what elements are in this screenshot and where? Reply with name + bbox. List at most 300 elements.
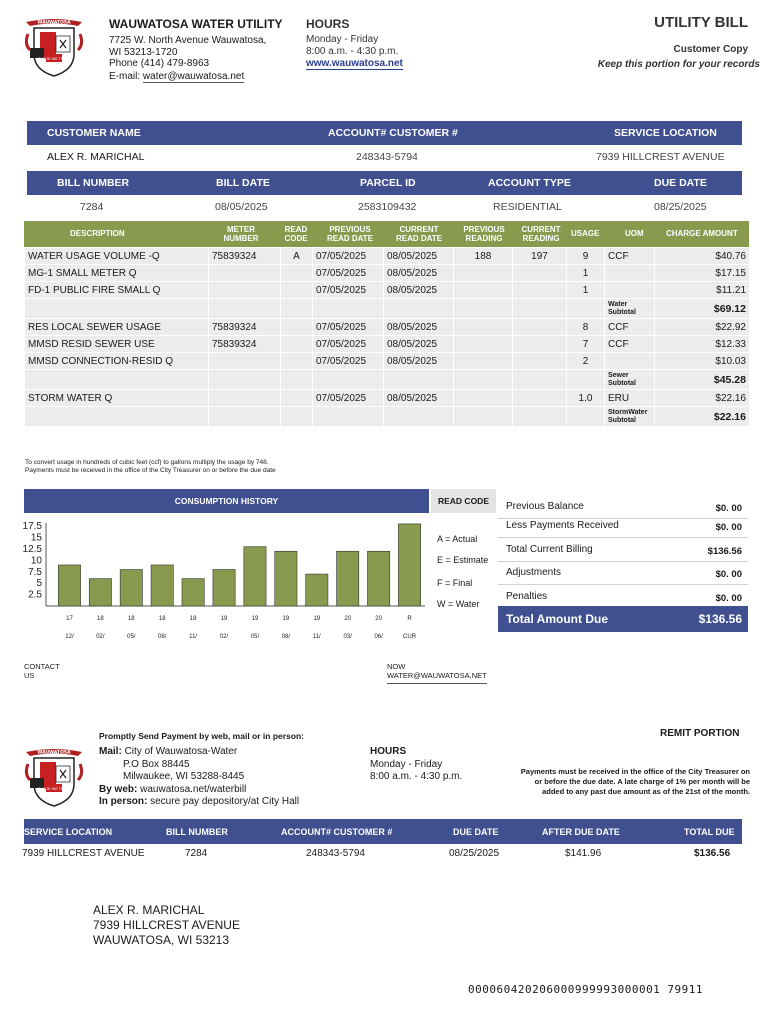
usage-cell-meter [209, 407, 281, 427]
usage-cell-prev-read [454, 407, 513, 427]
usage-cell-uom [605, 390, 655, 407]
hours-days: Monday - Friday [306, 34, 379, 45]
customer-name-header: CUSTOMER NAME [47, 127, 141, 139]
conversion-note: To convert usage in hundreds of cubic feet (ccf) to gallons multiply the usage by 748. [25, 459, 269, 466]
usage-value-desc: RES LOCAL SEWER USAGE [28, 321, 161, 333]
mailing-address [93, 903, 240, 948]
col-usage: USAGE [571, 229, 600, 238]
chart-bar [182, 579, 204, 606]
usage-value-prev-date: 07/05/2025 [316, 267, 367, 279]
chart-bar [244, 547, 266, 606]
person-location: secure pay depository/at City Hall [150, 796, 300, 807]
notice-line1: Payments must be received in the office of the City Treasurer on [520, 767, 750, 776]
hours-title: HOURS [306, 17, 350, 31]
usage-value-meter: 75839324 [212, 250, 257, 262]
chart-x-tick-label-month: 05/ [127, 634, 136, 640]
usage-cell-code [281, 319, 313, 336]
usage-cell-curr-date [384, 299, 454, 319]
mailing-street: 7939 HILLCREST AVENUE [93, 918, 240, 932]
usage-value-curr-read: 197 [531, 250, 548, 262]
usage-value-uom: CCF [608, 250, 629, 262]
chart-x-tick-label-month: 02/ [96, 634, 105, 640]
usage-value-desc: WATER USAGE VOLUME -Q [28, 250, 160, 262]
balance-row-value: $136.56 [707, 546, 742, 557]
consumption-chart [20, 513, 430, 648]
col-curr-read-date [386, 225, 452, 243]
usage-row [25, 390, 750, 407]
keep-portion-note: Keep this portion for your records [597, 59, 760, 70]
chart-y-tick-label: 17.5 [22, 521, 42, 533]
customer-info-header [27, 121, 742, 145]
usage-value-usage: 1.0 [578, 392, 593, 404]
usage-value-curr-date: 08/05/2025 [387, 250, 438, 262]
chart-x-tick-label-month: CUR [403, 634, 417, 640]
mailing-city: WAUWATOSA, WI 53213 [93, 933, 230, 947]
remit-bill-number-header: BILL NUMBER [166, 826, 228, 837]
bill-date-value: 08/05/2025 [215, 201, 268, 213]
mail-city: Milwaukee, WI 53288-8445 [123, 771, 245, 782]
usage-cell-meter [209, 265, 281, 282]
col-meter-number-l1: METER [227, 225, 255, 234]
balance-row-value: $0. 00 [715, 503, 742, 514]
balance-row-label: Penalties [506, 591, 548, 602]
email-link[interactable]: water@wauwatosa.net [142, 71, 245, 82]
usage-cell-curr-read [513, 336, 567, 353]
usage-cell-uom [605, 370, 655, 390]
hours-time: 8:00 a.m. - 4:30 p.m. [306, 46, 399, 57]
usage-cell-meter [209, 370, 281, 390]
bill-info-header [27, 171, 742, 195]
usage-cell-desc [25, 248, 209, 265]
remit-payment-methods [99, 746, 299, 809]
web-label: By web: [99, 783, 138, 795]
contact-email-link[interactable]: WATER@WAUWATOSA.NET [387, 671, 487, 684]
usage-cell-prev-date [313, 265, 384, 282]
usage-value-code: A [293, 250, 300, 262]
remit-after-due: $141.96 [565, 848, 602, 859]
usage-value-desc: STORM WATER Q [28, 392, 113, 404]
due-date-header: DUE DATE [654, 177, 707, 189]
remit-hours-title: HOURS [370, 746, 407, 757]
total-amount-due-bar [498, 606, 748, 632]
chart-bar [151, 565, 173, 606]
usage-cell-desc [25, 265, 209, 282]
due-date-value: 08/25/2025 [654, 201, 707, 213]
chart-y-tick-label: 10 [30, 555, 42, 567]
svg-text:IN GOD WE TRUST: IN GOD WE TRUST [37, 787, 71, 791]
balance-row [498, 540, 748, 562]
chart-bar [58, 565, 80, 606]
contact-now: NOW [387, 662, 406, 671]
usage-cell-desc [25, 390, 209, 407]
mailing-name: ALEX R. MARICHAL [93, 903, 205, 917]
usage-cell-meter [209, 299, 281, 319]
usage-cell-desc [25, 353, 209, 370]
usage-value-prev-date: 07/05/2025 [316, 321, 367, 333]
usage-cell-code [281, 370, 313, 390]
remit-due-date-header: DUE DATE [453, 826, 499, 837]
remit-hours [370, 746, 462, 784]
usage-cell-meter [209, 248, 281, 265]
subtotal-label: StormWater Subtotal [608, 408, 648, 424]
chart-x-tick-label-year: 19 [282, 616, 290, 622]
chart-x-tick-label-month: 12/ [65, 634, 74, 640]
col-curr-read-date-l2: READ DATE [395, 234, 443, 243]
remit-after-due-header: AFTER DUE DATE [542, 826, 620, 837]
late-charge-notice [510, 767, 750, 797]
col-prev-reading [456, 225, 512, 243]
usage-value-charge: $10.03 [715, 355, 746, 367]
usage-cell-curr-date [384, 265, 454, 282]
usage-value-curr-date: 08/05/2025 [387, 355, 438, 367]
usage-cell-desc [25, 319, 209, 336]
usage-cell-meter [209, 319, 281, 336]
usage-cell-prev-date [313, 407, 384, 427]
chart-bar [89, 579, 111, 606]
utility-phone: Phone (414) 479-8963 [109, 58, 210, 69]
col-prev-read-date-l2: READ DATE [326, 234, 374, 243]
read-code-water: W = Water [437, 599, 480, 609]
usage-cell-meter [209, 353, 281, 370]
utility-address-line2: WI 53213-1720 [109, 47, 178, 58]
col-curr-reading-l1: CURRENT [521, 225, 561, 234]
usage-cell-desc [25, 299, 209, 319]
chart-bar [367, 551, 389, 606]
city-seal-logo-remit [22, 744, 86, 808]
usage-value-meter: 75839324 [212, 321, 257, 333]
usage-cell-prev-read [454, 390, 513, 407]
usage-cell-code [281, 248, 313, 265]
usage-cell-curr-read [513, 319, 567, 336]
usage-cell-charge [655, 319, 750, 336]
usage-value-curr-date: 08/05/2025 [387, 321, 438, 333]
col-read-code-l2: CODE [284, 234, 308, 243]
usage-cell-charge [655, 370, 750, 390]
usage-value-charge: $40.76 [715, 250, 746, 262]
chart-x-tick-label-year: 18 [127, 616, 135, 622]
svg-text:IN GOD WE TRUST: IN GOD WE TRUST [37, 57, 71, 61]
remit-total-due: $136.56 [694, 848, 731, 859]
remit-due-date: 08/25/2025 [449, 848, 500, 859]
usage-value-desc: MG-1 SMALL METER Q [28, 267, 137, 279]
remit-table-header [24, 819, 742, 844]
chart-bar [213, 570, 235, 606]
usage-cell-usage [567, 299, 605, 319]
chart-x-tick-label-month: 08/ [281, 634, 291, 640]
usage-value-prev-date: 07/05/2025 [316, 338, 367, 350]
balance-row-value: $0. 00 [715, 569, 742, 580]
usage-value-charge: $12.33 [715, 338, 746, 350]
usage-cell-curr-read [513, 353, 567, 370]
col-curr-read-date-l1: CURRENT [399, 225, 439, 234]
usage-cell-usage [567, 248, 605, 265]
bill-number-header: BILL NUMBER [57, 177, 130, 189]
usage-cell-uom [605, 248, 655, 265]
col-read-code-l1: READ [284, 225, 308, 234]
usage-row [25, 370, 750, 390]
usage-value-usage: 7 [582, 338, 589, 350]
col-charge: CHARGE AMOUNT [666, 229, 738, 238]
usage-cell-uom [605, 407, 655, 427]
usage-cell-curr-date [384, 407, 454, 427]
consumption-history-title: CONSUMPTION HISTORY [24, 489, 429, 513]
usage-cell-charge [655, 353, 750, 370]
usage-cell-curr-date [384, 248, 454, 265]
usage-cell-desc [25, 407, 209, 427]
chart-x-tick-label-year: R [407, 616, 412, 622]
usage-cell-charge [655, 248, 750, 265]
usage-cell-curr-date [384, 390, 454, 407]
chart-x-tick-label-month: 11/ [189, 634, 198, 640]
balance-row-label: Less Payments Received [506, 520, 619, 531]
balance-row-value: $0. 00 [715, 593, 742, 604]
usage-cell-curr-read [513, 370, 567, 390]
total-due-label: Total Amount Due [506, 612, 608, 626]
remit-total-due-header: TOTAL DUE [684, 826, 735, 837]
customer-copy-label: Customer Copy [673, 44, 748, 55]
usage-cell-curr-read [513, 265, 567, 282]
usage-cell-prev-date [313, 282, 384, 299]
usage-cell-prev-read [454, 248, 513, 265]
usage-value-prev-date: 07/05/2025 [316, 355, 367, 367]
usage-cell-curr-date [384, 282, 454, 299]
usage-value-charge: $11.21 [716, 284, 746, 296]
usage-value-usage: 2 [582, 355, 589, 367]
chart-bar [398, 524, 420, 606]
usage-cell-curr-read [513, 407, 567, 427]
usage-cell-curr-date [384, 319, 454, 336]
usage-cell-charge [655, 282, 750, 299]
usage-cell-code [281, 390, 313, 407]
usage-cell-curr-read [513, 390, 567, 407]
usage-row [25, 265, 750, 282]
usage-cell-usage [567, 319, 605, 336]
usage-cell-code [281, 407, 313, 427]
usage-value-prev-date: 07/05/2025 [316, 284, 367, 296]
chart-x-tick-label-month: 06/ [374, 634, 383, 640]
usage-value-desc: FD-1 PUBLIC FIRE SMALL Q [28, 284, 161, 296]
usage-row [25, 299, 750, 319]
usage-cell-curr-date [384, 353, 454, 370]
col-meter-number [216, 225, 266, 243]
account-header: ACCOUNT# CUSTOMER # [328, 127, 458, 139]
usage-cell-usage [567, 390, 605, 407]
chart-y-tick-label: 12.5 [22, 543, 42, 555]
usage-cell-curr-date [384, 336, 454, 353]
parcel-id-header: PARCEL ID [360, 177, 416, 189]
usage-cell-desc [25, 336, 209, 353]
usage-cell-prev-date [313, 353, 384, 370]
city-seal-logo [22, 14, 86, 78]
usage-cell-code [281, 299, 313, 319]
chart-x-tick-label-month: 08/ [158, 634, 167, 640]
chart-x-tick-label-month: 05/ [250, 634, 260, 640]
total-due-value: $136.56 [698, 612, 742, 626]
notice-line2: or before the due date. A late charge of 1% per month will be [534, 777, 750, 786]
usage-value-prev-date: 07/05/2025 [316, 250, 367, 262]
usage-value-charge: $17.15 [715, 267, 746, 279]
usage-cell-prev-date [313, 370, 384, 390]
chart-x-tick-label-year: 18 [189, 616, 197, 622]
balance-row-label: Previous Balance [506, 501, 584, 512]
usage-cell-uom [605, 336, 655, 353]
col-uom: UOM [625, 229, 644, 238]
chart-x-tick-label-year: 19 [251, 616, 259, 622]
utility-email-line [109, 71, 244, 82]
balance-row [498, 563, 748, 585]
usage-value-uom: ERU [608, 392, 630, 404]
chart-x-tick-label-year: 19 [313, 616, 321, 622]
col-prev-read-date [317, 225, 383, 243]
usage-cell-prev-date [313, 390, 384, 407]
usage-cell-desc [25, 282, 209, 299]
usage-cell-prev-read [454, 370, 513, 390]
mail-po-box: P.O Box 88445 [123, 758, 190, 770]
usage-cell-prev-read [454, 353, 513, 370]
usage-cell-usage [567, 336, 605, 353]
usage-value-prev-date: 07/05/2025 [316, 392, 367, 404]
remit-account-header: ACCOUNT# CUSTOMER # [281, 826, 393, 837]
scanline-code: 000060420206000999993000001 79911 [468, 983, 704, 996]
usage-cell-curr-read [513, 248, 567, 265]
usage-cell-code [281, 265, 313, 282]
col-read-code [278, 225, 314, 243]
usage-cell-desc [25, 370, 209, 390]
usage-value-meter: 75839324 [212, 338, 257, 350]
usage-cell-prev-date [313, 248, 384, 265]
balance-row-label: Total Current Billing [506, 544, 593, 555]
usage-cell-code [281, 282, 313, 299]
contact-email [387, 662, 487, 684]
web-payment-link[interactable]: wauwatosa.net/waterbill [140, 783, 247, 795]
usage-cell-prev-read [454, 299, 513, 319]
usage-value-charge: $22.92 [715, 321, 746, 333]
usage-row [25, 407, 750, 427]
usage-cell-prev-read [454, 336, 513, 353]
usage-cell-meter [209, 336, 281, 353]
usage-cell-usage [567, 353, 605, 370]
email-label: E-mail: [109, 71, 143, 82]
usage-cell-uom [605, 319, 655, 336]
col-curr-reading-l2: READING [522, 234, 560, 243]
bill-number-value: 7284 [80, 201, 104, 213]
payment-deadline-note: Payments must be received in the office of the City Treasurer on or before the due date [25, 467, 276, 474]
chart-bar [275, 551, 297, 606]
mail-line [99, 746, 299, 759]
usage-value-usage: 9 [582, 250, 589, 262]
usage-value-desc: MMSD RESID SEWER USE [28, 338, 155, 350]
usage-value-curr-date: 08/05/2025 [387, 338, 438, 350]
chart-bar [337, 551, 359, 606]
usage-value-curr-date: 08/05/2025 [387, 392, 438, 404]
usage-value-uom: CCF [608, 321, 629, 333]
usage-value-curr-date: 08/05/2025 [387, 284, 438, 296]
contact-line1: CONTACT [24, 662, 60, 671]
usage-cell-prev-date [313, 319, 384, 336]
usage-table-header [24, 221, 749, 247]
usage-cell-uom [605, 282, 655, 299]
usage-row [25, 319, 750, 336]
usage-value-charge: $22.16 [715, 392, 746, 404]
bill-title: UTILITY BILL [654, 14, 748, 31]
account-type-value: RESIDENTIAL [493, 201, 562, 213]
chart-x-tick-label-year: 19 [220, 616, 228, 622]
usage-cell-prev-date [313, 336, 384, 353]
col-prev-reading-l2: READING [465, 234, 503, 243]
balance-row-value: $0. 00 [715, 522, 742, 533]
usage-cell-code [281, 336, 313, 353]
read-code-estimate: E = Estimate [437, 555, 489, 565]
usage-value-usage: 1 [582, 267, 589, 279]
website-link[interactable]: www.wauwatosa.net [306, 58, 403, 69]
usage-cell-meter [209, 282, 281, 299]
usage-value-charge: $45.28 [713, 373, 746, 386]
usage-cell-charge [655, 407, 750, 427]
usage-value-desc: MMSD CONNECTION-RESID Q [28, 355, 173, 367]
usage-cell-usage [567, 407, 605, 427]
usage-cell-prev-read [454, 319, 513, 336]
usage-value-charge: $69.12 [713, 302, 746, 315]
usage-cell-usage [567, 370, 605, 390]
remit-hours-days: Monday - Friday [370, 758, 443, 770]
read-code-actual: A = Actual [437, 534, 478, 544]
remit-account: 248343-5794 [306, 848, 365, 859]
contact-line2: US [24, 671, 35, 680]
col-prev-read-date-l1: PREVIOUS [329, 225, 371, 234]
chart-y-tick-label: 5 [36, 578, 42, 590]
contact-us-label [24, 662, 60, 680]
col-meter-number-l2: NUMBER [223, 234, 259, 243]
remit-portion-title: REMIT PORTION [660, 728, 740, 739]
usage-cell-prev-read [454, 265, 513, 282]
usage-cell-usage [567, 282, 605, 299]
person-label: In person: [99, 796, 148, 807]
customer-name-value: ALEX R. MARICHAL [47, 151, 145, 163]
svg-text:WAUWATOSA: WAUWATOSA [37, 20, 71, 26]
usage-cell-code [281, 353, 313, 370]
usage-row [25, 353, 750, 370]
remit-prompt: Promptly Send Payment by web, mail or in person: [99, 731, 304, 741]
chart-x-tick-label-year: 18 [158, 616, 166, 622]
col-prev-reading-l1: PREVIOUS [463, 225, 505, 234]
usage-value-usage: 1 [582, 284, 589, 296]
chart-x-tick-label-month: 11/ [312, 634, 321, 640]
balance-row [498, 516, 748, 538]
svg-text:WAUWATOSA: WAUWATOSA [37, 750, 71, 756]
mail-recipient: City of Wauwatosa-Water [124, 746, 238, 757]
usage-value-prev-read: 188 [474, 250, 492, 262]
chart-x-tick-label-month: 02/ [219, 634, 229, 640]
balance-row-label: Adjustments [506, 567, 562, 578]
usage-value-curr-date: 08/05/2025 [387, 267, 438, 279]
usage-cell-charge [655, 265, 750, 282]
chart-y-tick-label: 15 [30, 532, 42, 544]
usage-row [25, 336, 750, 353]
col-curr-reading [513, 225, 569, 243]
usage-row [25, 282, 750, 299]
usage-cell-curr-read [513, 282, 567, 299]
service-location-value: 7939 HILLCREST AVENUE [596, 151, 725, 163]
remit-bill-number: 7284 [185, 848, 208, 859]
person-line [99, 796, 299, 809]
usage-row [25, 248, 750, 265]
usage-cell-usage [567, 265, 605, 282]
col-description: DESCRIPTION [70, 229, 125, 238]
notice-line3: added to any past due amount as of the 21st of the month. [542, 787, 750, 796]
chart-x-tick-label-year: 18 [97, 616, 104, 622]
usage-cell-curr-date [384, 370, 454, 390]
chart-y-tick-label: 7.5 [28, 566, 42, 578]
